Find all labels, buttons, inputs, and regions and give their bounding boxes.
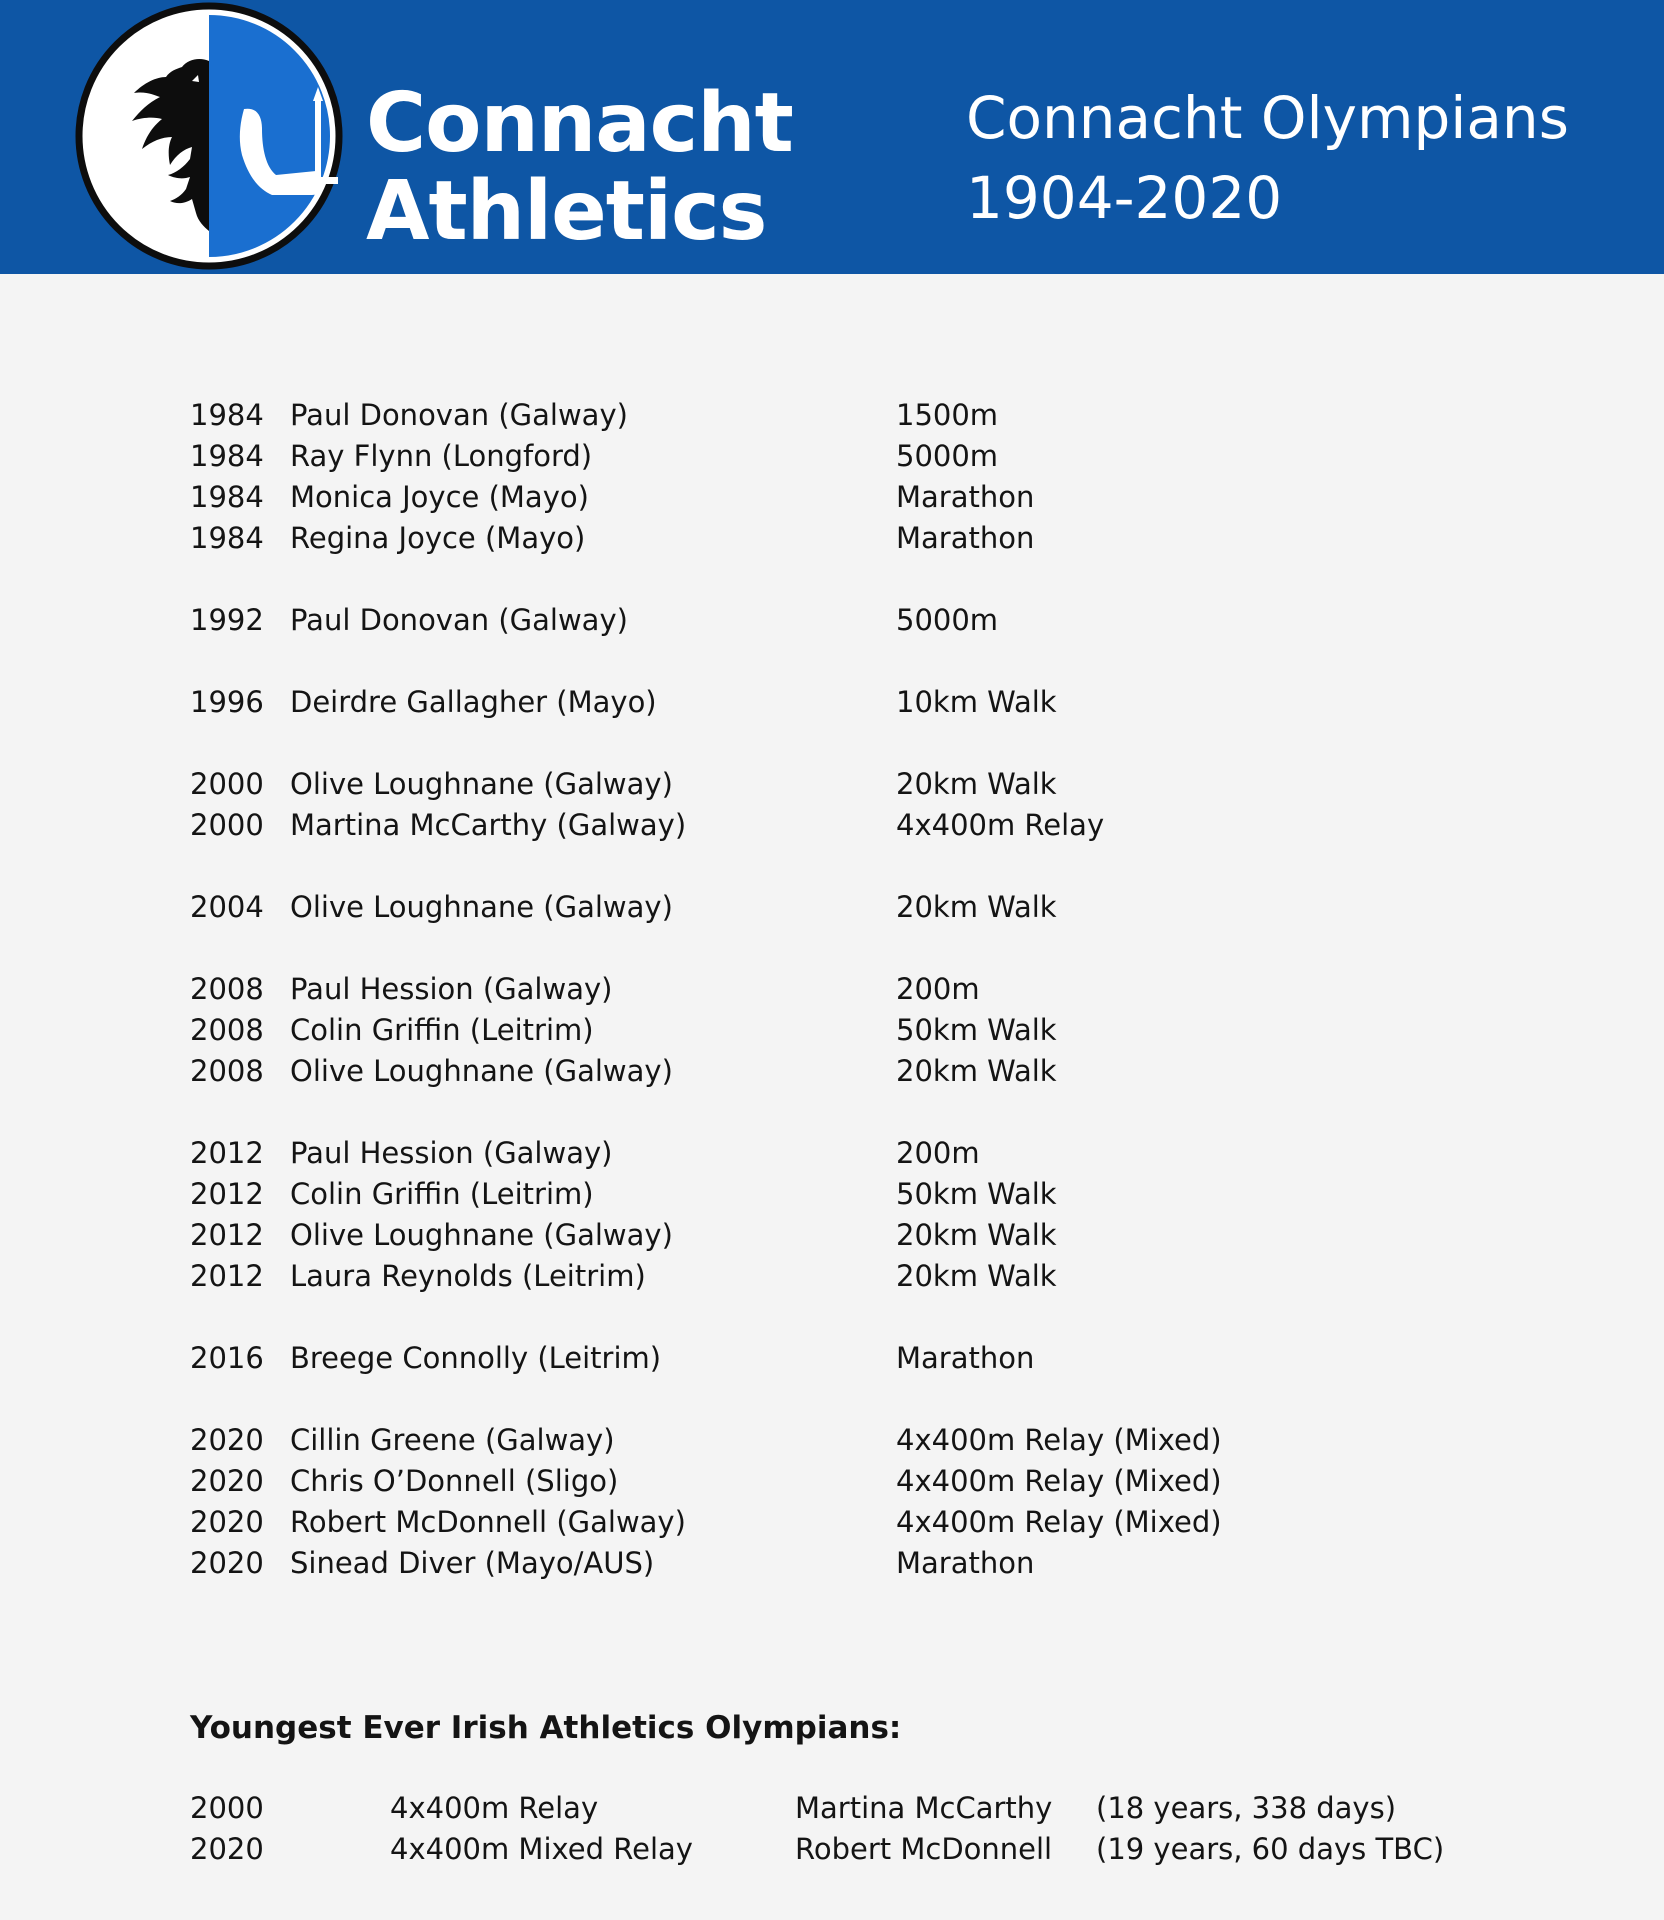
olympian-name: Olive Loughnane (Galway) [290, 1054, 673, 1088]
olympian-year: 2016 [190, 1341, 264, 1375]
olympian-name: Colin Griffin (Leitrim) [290, 1013, 594, 1047]
list-item [190, 764, 1490, 805]
page-title [966, 78, 1569, 238]
connacht-coat-of-arms-icon [72, 0, 346, 273]
olympian-name: Paul Donovan (Galway) [290, 603, 628, 637]
olympian-name: Laura Reynolds (Leitrim) [290, 1259, 646, 1293]
youngest-year: 2000 [190, 1791, 264, 1825]
list-item [190, 1051, 1490, 1092]
olympian-event: 20km Walk [896, 890, 1057, 924]
olympian-name: Regina Joyce (Mayo) [290, 521, 586, 555]
youngest-section [190, 1706, 1490, 1870]
olympian-name: Robert McDonnell (Galway) [290, 1505, 686, 1539]
olympian-year: 2000 [190, 767, 264, 801]
year-group [190, 682, 1490, 723]
olympian-name: Olive Loughnane (Galway) [290, 767, 673, 801]
olympian-year: 2008 [190, 1013, 264, 1047]
youngest-age: (19 years, 60 days TBC) [1096, 1832, 1445, 1866]
olympian-name: Monica Joyce (Mayo) [290, 480, 589, 514]
olympian-event: 50km Walk [896, 1177, 1057, 1211]
olympian-event: 4x400m Relay (Mixed) [896, 1505, 1222, 1539]
olympian-event: 20km Walk [896, 1054, 1057, 1088]
olympian-event: 4x400m Relay (Mixed) [896, 1464, 1222, 1498]
olympian-event: 4x400m Relay [896, 808, 1105, 842]
olympian-year: 2012 [190, 1136, 264, 1170]
list-item [190, 395, 1490, 436]
year-group [190, 1420, 1490, 1584]
olympian-year: 2020 [190, 1505, 264, 1539]
list-item [190, 682, 1490, 723]
olympian-event: Marathon [896, 1341, 1035, 1375]
olympian-event: Marathon [896, 1546, 1035, 1580]
olympian-year: 1992 [190, 603, 264, 637]
olympians-list [190, 395, 1490, 1625]
list-item [190, 1256, 1490, 1297]
olympian-year: 1996 [190, 685, 264, 719]
brand-line-1: Connacht [366, 76, 793, 171]
olympian-year: 2004 [190, 890, 264, 924]
olympian-year: 1984 [190, 398, 264, 432]
list-item [190, 1174, 1490, 1215]
olympian-event: 10km Walk [896, 685, 1057, 719]
list-item [190, 887, 1490, 928]
brand-line-2: Athletics [366, 164, 767, 259]
year-group [190, 395, 1490, 559]
youngest-event: 4x400m Relay [390, 1791, 599, 1825]
olympian-year: 2020 [190, 1423, 264, 1457]
olympian-year: 2020 [190, 1464, 264, 1498]
olympian-name: Paul Donovan (Galway) [290, 398, 628, 432]
olympian-event: 20km Walk [896, 767, 1057, 801]
olympian-year: 2012 [190, 1218, 264, 1252]
olympian-name: Martina McCarthy (Galway) [290, 808, 687, 842]
olympian-name: Ray Flynn (Longford) [290, 439, 593, 473]
list-item [190, 1133, 1490, 1174]
year-group [190, 1133, 1490, 1297]
page-title-main: Connacht Olympians [966, 84, 1569, 152]
list-item [190, 518, 1490, 559]
olympian-year: 1984 [190, 521, 264, 555]
olympian-event: Marathon [896, 480, 1035, 514]
list-item [190, 1010, 1490, 1051]
list-item [190, 1215, 1490, 1256]
list-item [190, 1502, 1490, 1543]
olympian-name: Paul Hession (Galway) [290, 972, 613, 1006]
olympian-name: Breege Connolly (Leitrim) [290, 1341, 662, 1375]
olympian-year: 2008 [190, 972, 264, 1006]
olympian-event: 200m [896, 1136, 980, 1170]
year-group [190, 969, 1490, 1092]
year-group [190, 764, 1490, 846]
list-item [190, 436, 1490, 477]
olympian-event: 20km Walk [896, 1218, 1057, 1252]
youngest-event: 4x400m Mixed Relay [390, 1832, 693, 1866]
olympian-event: Marathon [896, 521, 1035, 555]
olympian-event: 50km Walk [896, 1013, 1057, 1047]
olympian-year: 2008 [190, 1054, 264, 1088]
olympian-name: Chris O’Donnell (Sligo) [290, 1464, 619, 1498]
olympian-name: Cillin Greene (Galway) [290, 1423, 615, 1457]
youngest-list [190, 1788, 1490, 1870]
olympian-year: 2000 [190, 808, 264, 842]
list-item [190, 1461, 1490, 1502]
olympian-name: Olive Loughnane (Galway) [290, 890, 673, 924]
olympian-name: Colin Griffin (Leitrim) [290, 1177, 594, 1211]
olympian-event: 20km Walk [896, 1259, 1057, 1293]
header-banner [0, 0, 1664, 274]
olympian-year: 2012 [190, 1177, 264, 1211]
list-item [190, 1543, 1490, 1584]
list-item [190, 1338, 1490, 1379]
olympian-event: 200m [896, 972, 980, 1006]
youngest-heading: Youngest Ever Irish Athletics Olympians: [190, 1710, 902, 1746]
olympian-event: 1500m [896, 398, 999, 432]
youngest-year: 2020 [190, 1832, 264, 1866]
list-item [190, 805, 1490, 846]
olympian-event: 4x400m Relay (Mixed) [896, 1423, 1222, 1457]
youngest-row [190, 1788, 1490, 1829]
olympian-name: Olive Loughnane (Galway) [290, 1218, 673, 1252]
olympian-name: Deirdre Gallagher (Mayo) [290, 685, 657, 719]
olympian-event: 5000m [896, 603, 999, 637]
olympian-event: 5000m [896, 439, 999, 473]
olympian-name: Sinead Diver (Mayo/AUS) [290, 1546, 655, 1580]
year-group [190, 887, 1490, 928]
brand-wordmark [366, 76, 793, 259]
list-item [190, 477, 1490, 518]
list-item [190, 969, 1490, 1010]
olympian-year: 1984 [190, 439, 264, 473]
year-group [190, 600, 1490, 641]
page-title-years: 1904-2020 [966, 164, 1283, 232]
olympian-year: 2012 [190, 1259, 264, 1293]
olympian-name: Paul Hession (Galway) [290, 1136, 613, 1170]
youngest-name: Robert McDonnell [795, 1832, 1053, 1866]
olympian-year: 2020 [190, 1546, 264, 1580]
youngest-name: Martina McCarthy [795, 1791, 1053, 1825]
youngest-age: (18 years, 338 days) [1096, 1791, 1397, 1825]
youngest-row [190, 1829, 1490, 1870]
list-item [190, 600, 1490, 641]
olympian-year: 1984 [190, 480, 264, 514]
year-group [190, 1338, 1490, 1379]
list-item [190, 1420, 1490, 1461]
